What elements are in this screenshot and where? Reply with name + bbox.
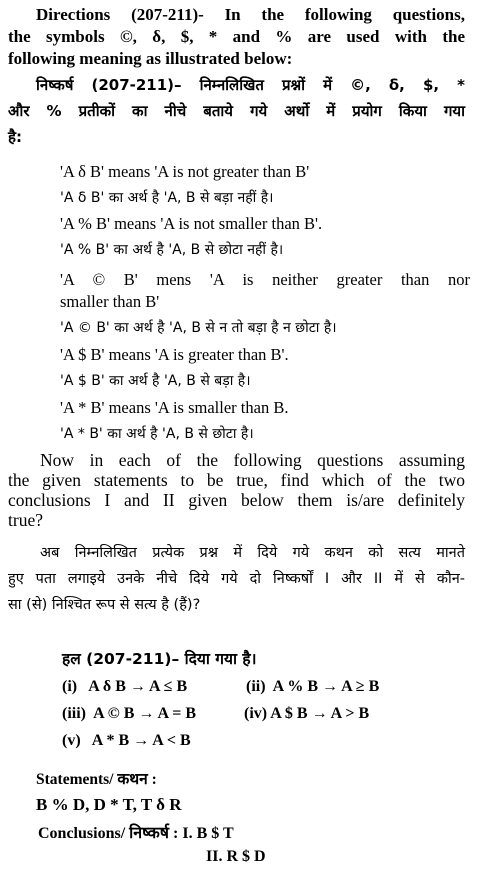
definition-11: 'A * B' का अर्थ है 'A, B से छोटा है। [60,426,254,442]
solution-item-iii: (iii) A © B → A = B [62,705,196,722]
directions-line-2: the symbols ©, δ, $, * and % are used with the [8,27,465,46]
definition-1: 'A δ B' means 'A is not greater than B' [60,162,310,181]
directions-line-1: Directions (207-211)- In the following questions, [36,5,465,24]
solution-heading: हल (207-211)– दिया गया है। [62,650,257,668]
question-line-3: conclusions I and II given below them is/are definitely [8,490,465,510]
question-line-1: Now in each of the following questions assuming [40,450,465,470]
statements-text: B % D, D * T, T δ R [36,795,182,814]
definition-4: 'A % B' का अर्थ है 'A, B से छोटा नहीं है। [60,242,284,258]
solution-item-ii: (ii) A % B → A ≥ B [246,678,380,695]
solution-item-iv: (iv) A $ B → A > B [244,705,370,722]
question-hi-line-2: हुए पता लगाइये उनके नीचे दिये गये दो निष्कर्षों I और II में से कौन- [8,571,465,587]
solution-item-i: (i) A δ B → A ≤ B [62,678,188,695]
solution-item-v: (v) A * B → A < B [62,732,191,749]
definition-2: 'A δ B' का अर्थ है 'A, B से बड़ा नहीं है। [60,190,274,206]
definition-6: smaller than B' [60,292,160,311]
conclusions-label: Conclusions/ निष्कर्ष : I. B $ T [38,825,234,842]
directions-line-3: following meaning as illustrated below: [8,49,293,68]
question-hindi [8,540,465,618]
directions-hi-line-1: निष्कर्ष (207-211)– निम्नलिखित प्रश्नों में ©, δ, $, * [36,76,465,94]
question-hi-line-3: सा (से) निश्चित रूप से सत्य है (हैं)? [8,597,201,613]
question-hi-line-1: अब निम्नलिखित प्रत्येक प्रश्न में दिये गये कथन को सत्य मानते [40,545,465,561]
definition-3: 'A % B' means 'A is not smaller than B'. [60,214,323,233]
conclusion-two: II. R $ D [206,848,266,865]
definition-7: 'A © B' का अर्थ है 'A, B से न तो बड़ा है न छोटा है। [60,320,337,336]
question-line-4: true? [8,510,43,530]
statements-label: Statements/ कथन : [36,771,157,788]
definition-9: 'A $ B' का अर्थ है 'A, B से बड़ा है। [60,373,251,389]
definition-10: 'A * B' means 'A is smaller than B. [60,398,289,417]
directions-hi-line-3: है: [8,128,22,146]
definition-8: 'A $ B' means 'A is greater than B'. [60,345,289,364]
definition-5: 'A © B' mens 'A is neither greater than nor [60,270,470,289]
question-line-2: the given statements to be true, find which of the two [8,470,465,490]
directions-english [8,4,465,70]
question-english [8,450,465,530]
directions-hi-line-2: और % प्रतीकों का नीचे बताये गये अर्थो में प्रयोग किया गया [8,102,465,120]
directions-hindi [8,72,465,150]
